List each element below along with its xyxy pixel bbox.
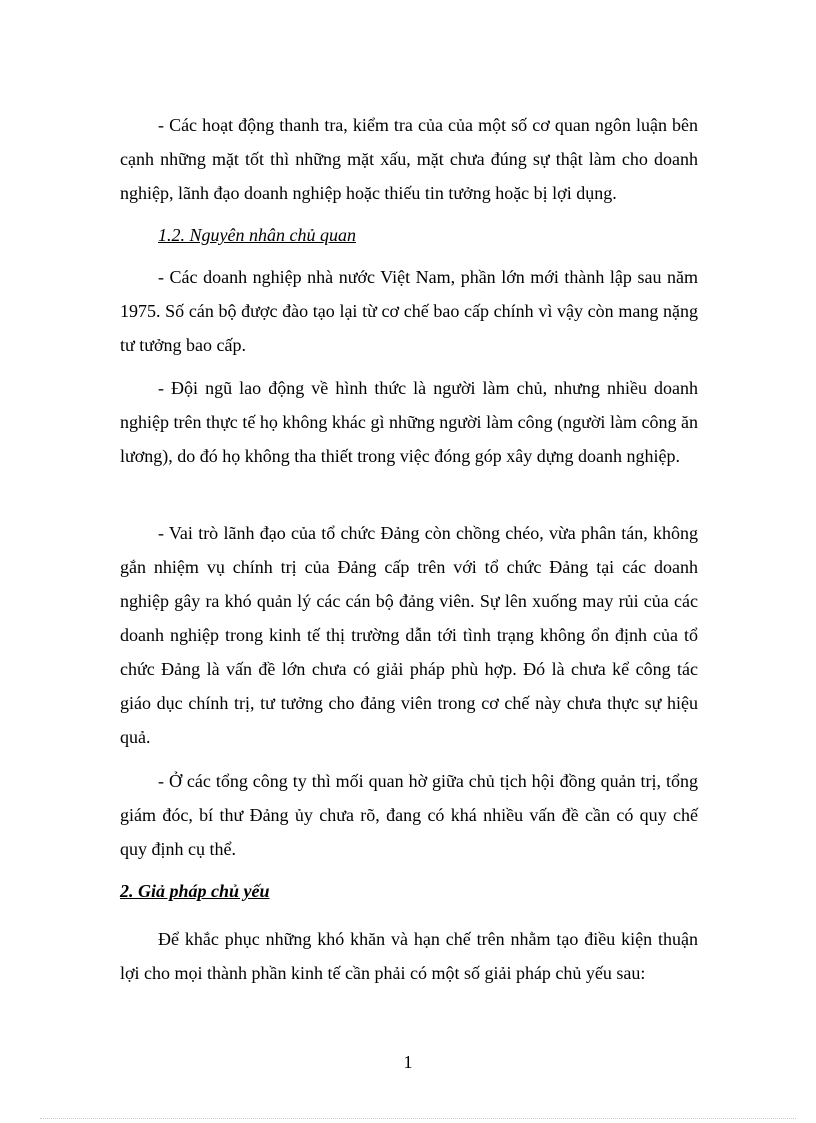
heading-subjective-causes: 1.2. Nguyên nhân chủ quan	[158, 225, 356, 245]
heading-main-solutions: 2. Giả pháp chủ yếu	[120, 881, 270, 901]
paragraph-state-enterprises: - Các doanh nghiệp nhà nước Việt Nam, phần lớn mới thành lập sau năm 1975. Số cán bộ được đào tạo lại từ cơ chế bao cấp chính vì vậy còn mang nặng tư tưởng bao cấp.	[120, 267, 698, 355]
paragraph-party-leadership: - Vai trò lãnh đạo của tổ chức Đảng còn chồng chéo, vừa phân tán, không gắn nhiệm vụ chính trị của Đảng cấp trên với tổ chức Đảng tại các doanh nghiệp gây ra khó quản lý các cán bộ đảng viên. Sự lên xuống may rủi của các doanh nghiệp trong kinh tế thị trường dẫn tới tình trạng không ổn định của tổ chức Đảng là vấn đề lớn chưa có giải pháp phù hợp. Đó là chưa kể công tác giáo dục chính trị, tư tưởng cho đảng viên trong cơ chế này chưa thực sự hiệu quả.	[120, 523, 698, 747]
paragraph-inspection-activities: - Các hoạt động thanh tra, kiểm tra của của một số cơ quan ngôn luận bên cạnh những mặt tốt thì những mặt xấu, mặt chưa đúng sự thật làm cho doanh nghiệp, lãnh đạo doanh nghiệp hoặc thiếu tin tưởng hoặc bị lợi dụng.	[120, 115, 698, 203]
paragraph-corporations: - Ở các tổng công ty thì mối quan hờ giữa chủ tịch hội đồng quản trị, tổng giám đóc, bí thư Đảng ủy chưa rõ, đang có khá nhiều vấn đề cần có quy chế quy định cụ thể.	[120, 771, 698, 859]
page-number: 1	[403, 1052, 413, 1072]
paragraph-solutions-intro: Để khắc phục những khó khăn và hạn chế trên nhằm tạo điều kiện thuận lợi cho mọi thành phần kinh tế cần phải có một số giải pháp chủ yếu sau:	[120, 929, 698, 983]
paragraph-labor-force: - Đội ngũ lao động về hình thức là người làm chủ, nhưng nhiều doanh nghiệp trên thực tế họ không khác gì những người làm công (người làm công ăn lương), do đó họ không tha thiết trong việc đóng góp xây dựng doanh nghiệp.	[120, 378, 698, 466]
page-separator	[40, 1118, 796, 1119]
